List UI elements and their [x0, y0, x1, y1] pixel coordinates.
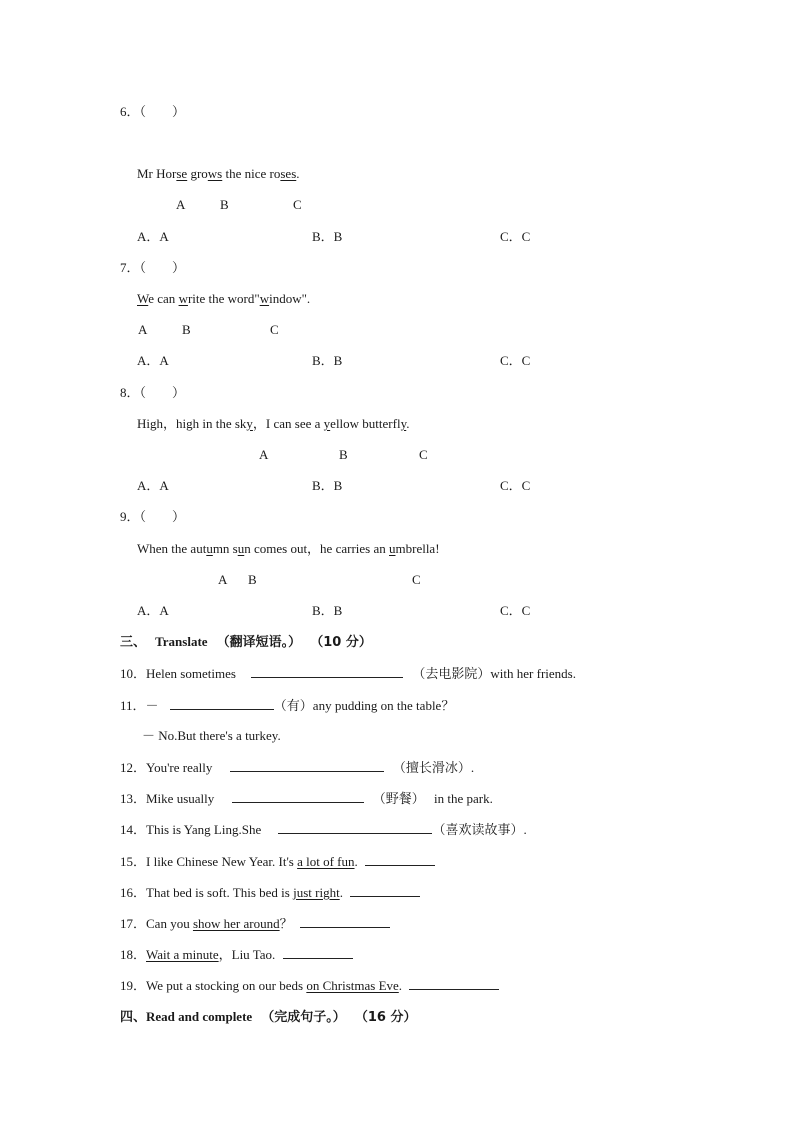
question-6-option-a[interactable]: A．A	[137, 229, 169, 244]
question-14: 14．This is Yang Ling.She （喜欢读故事）.	[120, 822, 527, 837]
question-7-sentence: We can write the word"window".	[137, 291, 311, 306]
question-17: 17．Can you show her around？	[120, 915, 390, 932]
question-8-number: 8．（ ）	[120, 385, 186, 400]
question-7-option-a[interactable]: A．A	[137, 353, 169, 368]
answer-blank-11[interactable]	[170, 697, 274, 710]
answer-blank-17[interactable]	[300, 915, 390, 928]
section-4-heading: 四、Read and complete （完成句子。） （16 分）	[120, 1009, 417, 1025]
question-9-sentence: When the autumn sun comes out，he carries an umbrella!	[137, 541, 440, 556]
question-8-mark-c: C	[419, 447, 428, 462]
question-16: 16．That bed is soft. This bed is just right.	[120, 884, 420, 901]
question-8-option-b[interactable]: B．B	[312, 478, 343, 493]
answer-blank-10[interactable]	[251, 665, 403, 678]
question-7-number: 7．（ ）	[120, 260, 186, 275]
question-18: 18．Wait a minute，Liu Tao.	[120, 946, 353, 963]
question-6-mark-a: A	[176, 197, 186, 212]
question-8-sentence: High，high in the sky，I can see a yellow butterfly.	[137, 416, 410, 431]
question-6-mark-b: B	[220, 197, 229, 212]
question-9-option-c[interactable]: C．C	[500, 603, 531, 618]
question-8-mark-b: B	[339, 447, 348, 462]
question-6-sentence: Mr Horse grows the nice roses.	[137, 166, 300, 181]
question-13: 13．Mike usually （野餐） in the park.	[120, 791, 493, 806]
question-7-mark-c: C	[270, 322, 279, 337]
answer-blank-12[interactable]	[230, 759, 384, 772]
question-9-option-b[interactable]: B．B	[312, 603, 343, 618]
question-11-reply: － No.But there's a turkey.	[142, 728, 281, 743]
question-6-number: 6．（ ）	[120, 104, 186, 119]
answer-blank-14[interactable]	[278, 821, 432, 834]
question-9-mark-b: B	[248, 572, 257, 587]
answer-blank-18[interactable]	[283, 946, 353, 959]
question-15: 15．I like Chinese New Year. It's a lot of fun.	[120, 853, 435, 870]
question-8-mark-a: A	[259, 447, 269, 462]
answer-blank-16[interactable]	[350, 884, 420, 897]
question-19: 19．We put a stocking on our beds on Christmas Eve.	[120, 977, 499, 994]
answer-blank-13[interactable]	[232, 790, 364, 803]
question-9-mark-c: C	[412, 572, 421, 587]
question-7-option-c[interactable]: C．C	[500, 353, 531, 368]
question-12: 12．You're really （擅长滑冰）.	[120, 760, 475, 775]
question-11: 11．－ （有）any pudding on the table？	[120, 698, 455, 713]
question-6-option-b[interactable]: B．B	[312, 229, 343, 244]
section-3-heading: 三、 Translate （翻译短语。） （10 分）	[120, 634, 372, 650]
question-7-mark-a: A	[138, 322, 148, 337]
question-8-option-c[interactable]: C．C	[500, 478, 531, 493]
question-10: 10．Helen sometimes （去电影院）with her friends.	[120, 666, 576, 681]
answer-blank-15[interactable]	[365, 853, 435, 866]
answer-blank-19[interactable]	[409, 977, 499, 990]
question-8-option-a[interactable]: A．A	[137, 478, 169, 493]
question-7-option-b[interactable]: B．B	[312, 353, 343, 368]
question-9-number: 9．（ ）	[120, 509, 186, 524]
question-6-mark-c: C	[293, 197, 302, 212]
question-9-option-a[interactable]: A．A	[137, 603, 169, 618]
question-7-mark-b: B	[182, 322, 191, 337]
question-6-option-c[interactable]: C．C	[500, 229, 531, 244]
question-9-mark-a: A	[218, 572, 228, 587]
